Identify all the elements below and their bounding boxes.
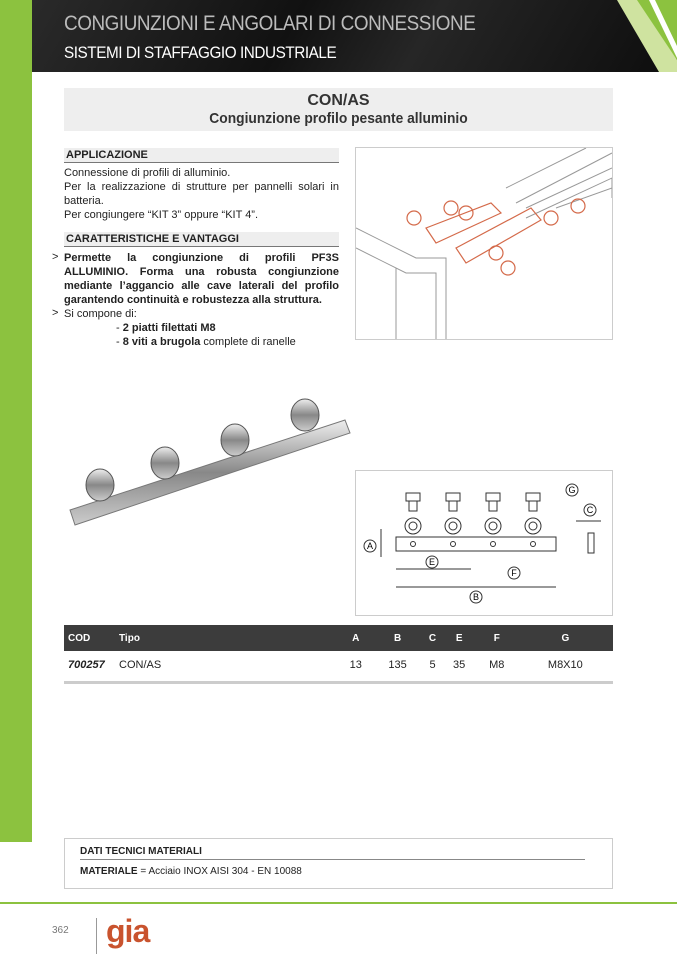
cell-c: 5 bbox=[429, 659, 436, 671]
section-title: SISTEMI DI STAFFAGGIO INDUSTRIALE bbox=[64, 43, 337, 62]
dim-label-a: A bbox=[366, 541, 374, 551]
side-accent-bar bbox=[0, 0, 32, 842]
col-cod: COD bbox=[64, 625, 119, 651]
table-header-row bbox=[64, 625, 613, 651]
assembly-drawing bbox=[356, 148, 612, 339]
dim-label-g: G bbox=[568, 485, 576, 495]
applicazione-heading: APPLICAZIONE bbox=[64, 148, 339, 163]
col-tipo: Tipo bbox=[119, 625, 339, 651]
dim-label-c: C bbox=[586, 505, 594, 515]
dim-label-e: E bbox=[428, 557, 436, 567]
footer-divider bbox=[96, 918, 97, 954]
cell-tipo: CON/AS bbox=[119, 659, 162, 671]
cell-f: M8 bbox=[489, 659, 505, 671]
component-2: 8 viti a brugola bbox=[122, 336, 201, 348]
applicazione-line: Per congiungere “KIT 3” oppure “KIT 4”. bbox=[64, 209, 259, 221]
table-divider bbox=[64, 681, 613, 684]
caratteristiche-heading: CARATTERISTICHE E VANTAGGI bbox=[64, 232, 339, 247]
cell-a: 13 bbox=[349, 659, 362, 671]
cell-e: 35 bbox=[453, 659, 466, 671]
dash: - bbox=[116, 322, 123, 334]
dim-label-f: F bbox=[511, 568, 517, 578]
assembly-illustration bbox=[355, 147, 613, 340]
dash: - bbox=[116, 336, 123, 348]
feature-text: Permette la congiunzione di profili PF3S ALLUMINIO. Forma una robusta congiunzione mediante l’aggancio alle cave laterali del profilo garantendo continuità e robustezza alla struttura. bbox=[64, 252, 339, 306]
table-row bbox=[64, 651, 613, 679]
col-e: E bbox=[442, 625, 475, 651]
product-photo bbox=[65, 385, 355, 535]
col-g: G bbox=[518, 625, 613, 651]
composition-label: Si compone di: bbox=[64, 308, 137, 320]
col-a: A bbox=[339, 625, 372, 651]
product-code: CON/AS bbox=[307, 92, 370, 109]
applicazione-line: Per la realizzazione di strutture per pannelli solari in batteria. bbox=[64, 181, 339, 207]
col-c: C bbox=[423, 625, 443, 651]
product-name: Congiunzione profilo pesante alluminio bbox=[209, 110, 468, 127]
cell-cod: 700257 bbox=[68, 659, 105, 671]
gia-logo: gia bbox=[106, 913, 150, 949]
cell-g: M8X10 bbox=[547, 659, 583, 671]
page-number: 362 bbox=[52, 925, 69, 936]
component-1: 2 piatti filettati M8 bbox=[122, 322, 216, 334]
dim-label-b: B bbox=[472, 592, 480, 602]
page-header bbox=[32, 0, 677, 72]
product-table bbox=[64, 625, 613, 679]
category-title: CONGIUNZIONI E ANGOLARI DI CONNESSIONE bbox=[64, 12, 476, 35]
product-title-box bbox=[64, 88, 613, 131]
materials-heading: DATI TECNICI MATERIALI bbox=[80, 846, 585, 860]
component-2-rest: complete di ranelle bbox=[200, 336, 296, 348]
materials-box bbox=[64, 838, 613, 889]
technical-drawing bbox=[355, 470, 613, 616]
header-corner-decoration bbox=[587, 0, 677, 72]
bullet-icon: > bbox=[52, 251, 59, 263]
applicazione-section bbox=[64, 148, 339, 222]
col-f: F bbox=[476, 625, 518, 651]
cell-b: 135 bbox=[388, 659, 407, 671]
material-value: = Acciaio INOX AISI 304 - EN 10088 bbox=[137, 866, 302, 877]
caratteristiche-section bbox=[52, 232, 339, 349]
col-b: B bbox=[372, 625, 422, 651]
material-label: MATERIALE bbox=[80, 866, 138, 877]
footer-line bbox=[0, 902, 677, 904]
bullet-icon: > bbox=[52, 307, 59, 319]
applicazione-line: Connessione di profili di alluminio. bbox=[64, 167, 231, 179]
